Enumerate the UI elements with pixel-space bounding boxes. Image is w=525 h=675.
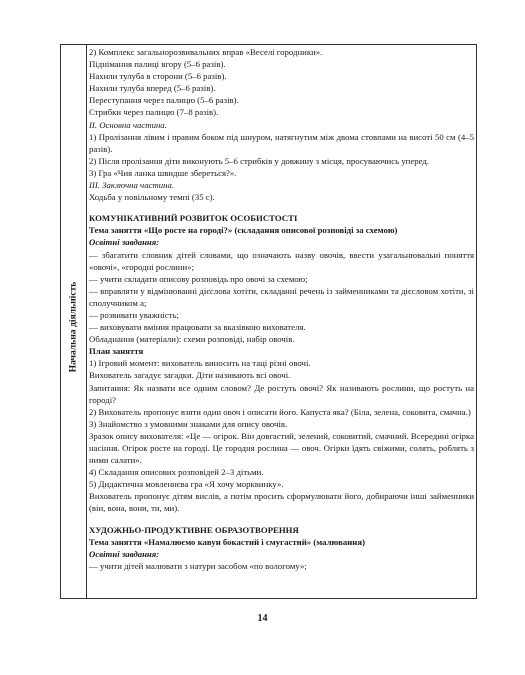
- section-heading: КОМУНІКАТИВНИЙ РОЗВИТОК ОСОБИСТОСТІ: [89, 213, 298, 224]
- plan-heading: План заняття: [89, 346, 144, 357]
- text-line: 3) Гра «Чия ланка швидше збереться?».: [89, 167, 237, 178]
- lesson-topic: Тема заняття «Що росте на городі?» (складання описової розповіді за схемою): [89, 225, 398, 236]
- text-line: Піднімання палиці вгору (5–6 разів).: [89, 59, 226, 70]
- page-number: 14: [257, 613, 268, 624]
- text-line: Вихователь пропонує дітям вислів, а потім просить сформулювати його, добираючи інші займенники (він, вона, вони, ти, ми).: [89, 491, 474, 514]
- text-line: Зразок опису вихователя: «Це — огірок. Він довгастий, зелений, соковитий, смачний. Всередині огірка насіння. Огірок росте на городі. Це городня рослина — овоч. Огірки їдять свіжими, солять, роблять з ними салати».: [89, 430, 474, 466]
- text-line: Стрибки через палицю (7–8 разів).: [89, 107, 219, 118]
- text-line: Нахили тулуба вперед (5–6 разів).: [89, 83, 216, 94]
- text-line: 1) Пролізання лівим і правим боком під шнуром, натягнутим між двома стовпами на висоті 50 см (4–5 разів).: [89, 131, 474, 154]
- text-line: Нахили тулуба в сторони (5–6 разів).: [89, 71, 227, 82]
- text-line: — вправляти у відмінюванні дієслова хотіти, складанні речень із займенниками та дієсловом хотіти, зі сполучником а;: [89, 285, 474, 308]
- goals-heading: Освітні завдання:: [89, 548, 160, 559]
- page-frame: [60, 44, 477, 599]
- lesson-topic: Тема заняття «Намалюємо кавун бокастий і смугастий» (малювання): [89, 536, 366, 547]
- text-line: 2) Після пролізання діти виконують 5–6 стрибків у довжину з місця, просуваючись уперед.: [89, 155, 429, 166]
- text-line: — виховувати вміння працювати за вказівкою вихователя.: [89, 322, 306, 333]
- text-line: — збагатити словник дітей словами, що означають назву овочів, ввести узагальнювальні поняття «овочі», «городні рослини»;: [89, 249, 474, 272]
- section-column: [61, 45, 87, 598]
- goals-heading: Освітні завдання:: [89, 237, 160, 248]
- section-heading: ХУДОЖНЬО-ПРОДУКТИВНЕ ОБРАЗОТВОРЕННЯ: [89, 524, 299, 535]
- text-line: Ходьба у повільному темпі (35 с).: [89, 192, 215, 203]
- text-line: 3) Знайомство з умовними знаками для опису овочів.: [89, 418, 288, 429]
- subsection-heading: II. Основна частина.: [89, 119, 167, 130]
- section-label: Начальна діяльність: [67, 281, 79, 373]
- text-line: 1) Ігровий момент: вихователь виносить на таці різні овочі.: [89, 358, 311, 369]
- text-line: 2) Комплекс загальнорозвивальних вправ «Веселі городники».: [89, 47, 323, 57]
- text-line: — учити складати описову розповідь про овочі за схемою;: [89, 273, 308, 284]
- text-line: — розвивати уважність;: [89, 309, 179, 320]
- text-line: — учити дітей малювати з натури засобом «по вологому»;: [89, 560, 307, 571]
- text-line: 5) Дидактична мовленнєва гра «Я хочу морквинку».: [89, 479, 284, 490]
- text-line: 2) Вихователь пропонує взяти один овоч і описати його. Капуста яка? (Біла, зелена, соковита, смачна.): [89, 406, 471, 417]
- text-line: 4) Складання описових розповідей 2–3 дітьми.: [89, 467, 264, 478]
- text-line: Вихователь загадує загадки. Діти називають всі овочі.: [89, 370, 291, 381]
- equipment-line: Обладнання (матеріали): схеми розповіді, набір овочів.: [89, 334, 295, 345]
- text-line: Запитання: Як назвати все одним словом? Де ростуть овочі? Як називають рослини, що ростуть на городі?: [89, 382, 474, 405]
- text-line: Переступання через палицю (5–6 разів).: [89, 95, 239, 106]
- content-column: [89, 46, 474, 572]
- subsection-heading: III. Заключна частина.: [89, 180, 175, 191]
